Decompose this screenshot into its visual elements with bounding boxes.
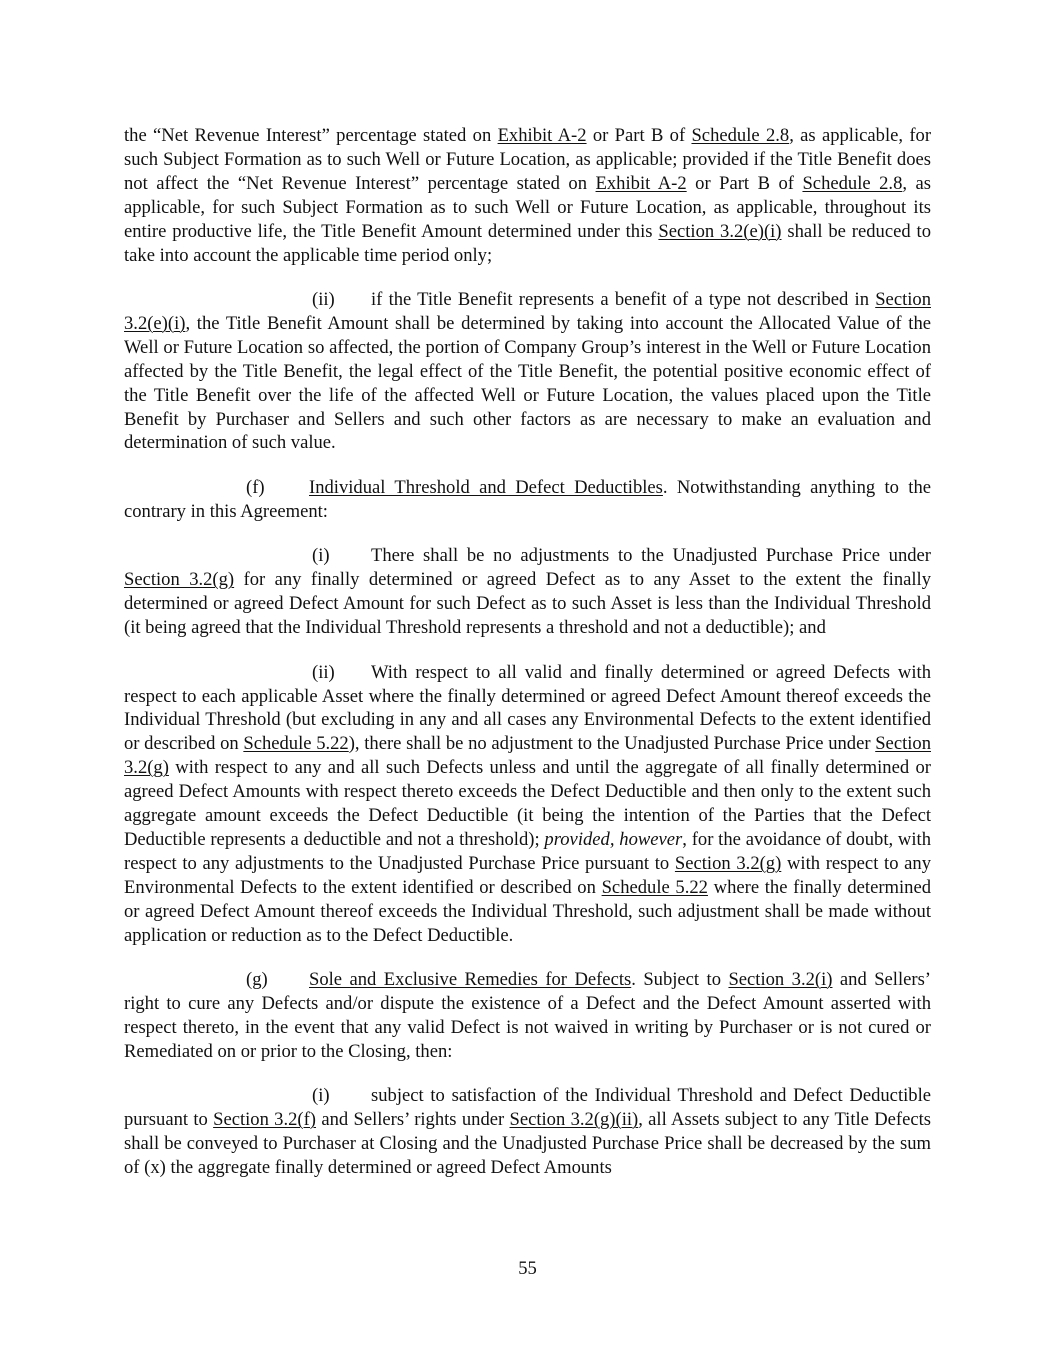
body-text: the “Net Revenue Interest” percentage stated on: [124, 125, 498, 146]
cross-reference: Section 3.2(e)(i): [124, 289, 931, 334]
body-text: , as applicable, for such Subject Formation as to such Well or Future Location, as applicable, throughout its entire productive life, the Title Benefit Amount determined under this: [124, 172, 932, 242]
body-text: , the Title Benefit Amount shall be determined by taking into account the Allocated Value of the Well or Future Location so affected, the portion of Company Group’s interest in the Well or Future Location affected by the Title Benefit, the legal effect of the Title Benefit, the potential positive economic effect of the Title Benefit over the life of the affected Well or Future Location, the values placed upon the Title Benefit by Purchaser and Sellers and such other factors as are necessary to make an evaluation and determination of such value.: [124, 312, 931, 454]
clause-label: (i): [312, 1085, 330, 1107]
paragraph-p7: [124, 1084, 931, 1180]
body-text: There shall be no adjustments to the Unadjusted Purchase Price under: [371, 545, 931, 567]
body-text: for any finally determined or agreed Defect as to any Asset to the extent the finally determined or agreed Defect Amount for such Defect as to such Asset is less than the Individual Threshold (it being agreed that the Individual Threshold represents a threshold and not a deductible); and: [124, 569, 932, 639]
body-text: . Notwithstanding anything to the contrary in this Agreement:: [124, 476, 931, 522]
paragraph-p3: [124, 476, 931, 524]
paragraph-p1: [124, 124, 931, 267]
body-text: subject to satisfaction of the Individual Threshold and Defect Deductible pursuant to: [124, 1085, 931, 1131]
clause-label: (f): [246, 476, 265, 498]
paragraph-p4: [124, 544, 931, 640]
body-text: or Part B of: [586, 125, 692, 146]
body-text: where the finally determined or agreed Defect Amount thereof exceeds the Individual Threshold, such adjustment shall be made without application or reduction as to the Defect Deductible.: [124, 876, 931, 946]
cross-reference: Exhibit A-2: [497, 125, 587, 146]
cross-reference: Section 3.2(e)(i): [658, 220, 782, 242]
cross-reference: Section 3.2(g): [674, 852, 782, 874]
paragraph-p5: [124, 661, 931, 948]
emphasis-text: provided, however: [544, 828, 683, 850]
cross-reference: Schedule 2.8: [691, 125, 790, 146]
body-text: . Subject to: [631, 969, 729, 991]
body-text: and Sellers’ right to cure any Defects and/or dispute the existence of a Defect and the Defect Amount asserted with respect thereto, in the event that any valid Defect is not waived in writing by Purchaser or is not cured or Remediated on or prior to the Closing, then:: [124, 969, 931, 1062]
clause-label: (ii): [312, 289, 335, 311]
body-text: , all Assets subject to any Title Defects shall be conveyed to Purchaser at Closing and the Unadjusted Purchase Price shall be decreased by the sum of (x) the aggregate finally determined or agreed Defect Amounts: [124, 1109, 931, 1178]
body-text: shall be reduced to take into account the applicable time period only;: [124, 220, 931, 266]
cross-reference: Exhibit A-2: [595, 172, 687, 194]
body-text: with respect to any Environmental Defects to the extent identified or described on: [124, 852, 932, 898]
paragraph-p6: [124, 968, 931, 1064]
body-text: if the Title Benefit represents a benefit of a type not described in: [371, 289, 876, 311]
cross-reference: Section 3.2(g): [124, 733, 931, 779]
clause-label: (ii): [312, 661, 335, 683]
cross-reference: Schedule 5.22: [601, 876, 708, 898]
cross-reference: Section 3.2(f): [213, 1109, 317, 1131]
body-text: ), there shall be no adjustment to the Unadjusted Purchase Price under: [348, 733, 876, 755]
body-text: With respect to all valid and finally determined or agreed Defects with respect to each applicable Asset where the finally determined or agreed Defect Amount thereof exceeds the Individual Threshold (but excluding in any and all cases any Environmental Defects to the extent identified or described on: [124, 661, 931, 755]
cross-reference: Section 3.2(g): [124, 569, 235, 591]
document-page: [124, 124, 931, 1201]
page-number: 55: [518, 1258, 537, 1279]
cross-reference: Section 3.2(g)(ii): [509, 1109, 639, 1131]
clause-label: (i): [312, 545, 330, 567]
body-text: and Sellers’ rights under: [316, 1109, 510, 1131]
cross-reference: Schedule 5.22: [243, 733, 349, 755]
body-text: , as applicable, for such Subject Formation as to such Well or Future Location, as applicable; provided if the Title Benefit does not affect the “Net Revenue Interest” percentage stated on: [124, 125, 932, 194]
body-text: with respect to any and all such Defects unless and until the aggregate of all finally determined or agreed Defect Amounts with respect thereto exceeds the Defect Deductible and then only to the extent such aggregate amount exceeds the Defect Deductible (it being the intention of the Parties that the Defect Deductible represents a deductible and not a threshold);: [124, 757, 931, 850]
cross-reference: Sole and Exclusive Remedies for Defects: [309, 969, 632, 991]
cross-reference: Schedule 2.8: [802, 172, 903, 194]
body-text: or Part B of: [686, 172, 803, 194]
cross-reference: Section 3.2(i): [728, 969, 833, 991]
body-text: , for the avoidance of doubt, with respect to any adjustments to the Unadjusted Purchase Price pursuant to: [124, 828, 931, 874]
clause-label: (g): [246, 969, 268, 991]
cross-reference: Individual Threshold and Defect Deductibles: [309, 476, 663, 498]
paragraph-p2: [124, 288, 931, 455]
